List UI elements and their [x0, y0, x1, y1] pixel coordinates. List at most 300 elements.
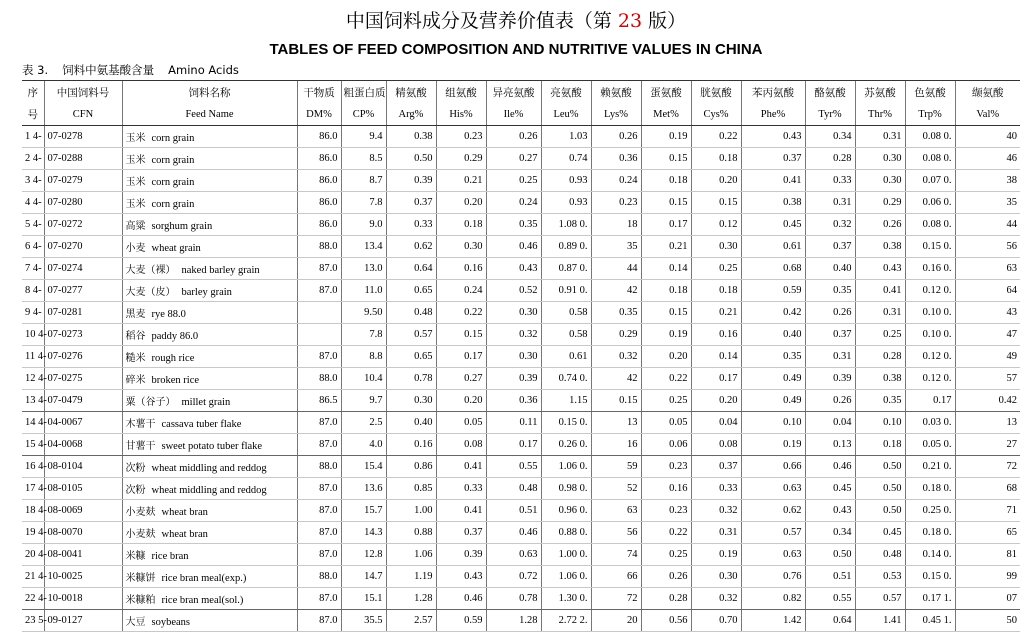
cell-met: 0.21: [641, 236, 691, 258]
cell-lys: 0.23: [591, 192, 641, 214]
column-header-cn: 粗蛋白质: [341, 81, 386, 104]
title-cn-edition: 23: [617, 10, 643, 32]
cell-leu: 0.74 0.: [541, 368, 591, 390]
column-header-en: Leu%: [541, 103, 591, 126]
cell-dm: [297, 324, 341, 346]
cell-c1: 07-0280: [44, 192, 122, 214]
feed-name-en: rice bran: [151, 551, 189, 562]
feed-name-en: corn grain: [151, 155, 195, 166]
cell-c0: 20 4-: [22, 544, 44, 566]
cell-cys: 0.04: [691, 412, 741, 434]
cell-val: 63: [955, 258, 1020, 280]
amino-acid-table: [22, 80, 1020, 632]
feed-name-cn: 大豆: [125, 617, 146, 628]
cell-lys: 18: [591, 214, 641, 236]
table-row: [22, 588, 1020, 610]
cell-arg: 0.62: [386, 236, 436, 258]
column-header-cn: 干物质: [297, 81, 341, 104]
table-row: [22, 192, 1020, 214]
cell-leu: 1.30 0.: [541, 588, 591, 610]
cell-leu: 0.93: [541, 170, 591, 192]
cell-lys: 42: [591, 280, 641, 302]
cell-cp: 9.50: [341, 302, 386, 324]
cell-cys: 0.33: [691, 478, 741, 500]
cell-ile: 0.78: [486, 588, 541, 610]
column-header-cn: 苯丙氨酸: [741, 81, 805, 104]
cell-phe: 0.38: [741, 192, 805, 214]
cell-arg: 0.65: [386, 346, 436, 368]
cell-ile: 0.17: [486, 434, 541, 456]
feed-name-en: cassava tuber flake: [161, 419, 242, 430]
table-row: [22, 302, 1020, 324]
cell-cp: 11.0: [341, 280, 386, 302]
cell-tyr: 0.31: [805, 192, 855, 214]
cell-trp: 0.08 0.: [905, 214, 955, 236]
cell-thr: 1.41: [855, 610, 905, 632]
cell-lys: 72: [591, 588, 641, 610]
cell-phe: 0.63: [741, 544, 805, 566]
cell-dm: 87.0: [297, 346, 341, 368]
feed-name-cell: [122, 346, 297, 368]
feed-name-cell: [122, 412, 297, 434]
cell-leu: 1.06 0.: [541, 566, 591, 588]
cell-trp: 0.06 0.: [905, 192, 955, 214]
feed-name-cn: 高粱: [125, 221, 146, 232]
cell-cp: 8.7: [341, 170, 386, 192]
cell-tyr: 0.13: [805, 434, 855, 456]
cell-met: 0.25: [641, 544, 691, 566]
cell-ile: 0.46: [486, 522, 541, 544]
cell-dm: 86.0: [297, 214, 341, 236]
feed-name-cell: [122, 214, 297, 236]
cell-cys: 0.12: [691, 214, 741, 236]
cell-leu: 0.15 0.: [541, 412, 591, 434]
cell-arg: 0.88: [386, 522, 436, 544]
column-header-cn: 中国饲料号: [44, 81, 122, 104]
cell-leu: 0.61: [541, 346, 591, 368]
cell-val: 47: [955, 324, 1020, 346]
cell-cys: 0.70: [691, 610, 741, 632]
cell-trp: 0.15 0.: [905, 566, 955, 588]
column-header-en: Cys%: [691, 103, 741, 126]
column-header-en: Thr%: [855, 103, 905, 126]
cell-met: 0.18: [641, 280, 691, 302]
feed-name-cell: [122, 456, 297, 478]
header-row-cn: [22, 81, 1020, 104]
cell-tyr: 0.43: [805, 500, 855, 522]
table-row: [22, 478, 1020, 500]
cell-dm: 86.0: [297, 170, 341, 192]
cell-ile: 0.46: [486, 236, 541, 258]
table-row: [22, 126, 1020, 148]
feed-name-cell: [122, 434, 297, 456]
feed-name-cn: 大麦（裸）: [125, 265, 176, 276]
feed-name-cn: 玉米: [125, 133, 146, 144]
cell-lys: 56: [591, 522, 641, 544]
cell-trp: 0.15 0.: [905, 236, 955, 258]
feed-name-en: wheat bran: [161, 507, 208, 518]
cell-c1: 08-0070: [44, 522, 122, 544]
title-cn-prefix: 中国饲料成分及营养价值表（第: [345, 10, 612, 32]
table-row: [22, 236, 1020, 258]
cell-trp: 0.05 0.: [905, 434, 955, 456]
cell-tyr: 0.33: [805, 170, 855, 192]
cell-cp: 2.5: [341, 412, 386, 434]
cell-phe: 0.59: [741, 280, 805, 302]
cell-phe: 0.66: [741, 456, 805, 478]
cell-c1: 07-0278: [44, 126, 122, 148]
cell-dm: 87.0: [297, 610, 341, 632]
cell-ile: 0.27: [486, 148, 541, 170]
column-header-en: Val%: [955, 103, 1020, 126]
cell-dm: 87.0: [297, 280, 341, 302]
cell-c0: 14 4-: [22, 412, 44, 434]
cell-thr: 0.35: [855, 390, 905, 412]
column-header-cn: 饲料名称: [122, 81, 297, 104]
cell-cys: 0.22: [691, 126, 741, 148]
cell-cys: 0.08: [691, 434, 741, 456]
column-header-en: Phe%: [741, 103, 805, 126]
cell-tyr: 0.34: [805, 522, 855, 544]
column-header-cn: 苏氨酸: [855, 81, 905, 104]
cell-cp: 9.7: [341, 390, 386, 412]
cell-cp: 14.3: [341, 522, 386, 544]
feed-name-cn: 小麦麸: [125, 507, 156, 518]
cell-his: 0.20: [436, 390, 486, 412]
cell-lys: 66: [591, 566, 641, 588]
cell-leu: 2.72 2.: [541, 610, 591, 632]
cell-met: 0.20: [641, 346, 691, 368]
cell-cp: 15.4: [341, 456, 386, 478]
cell-cys: 0.20: [691, 390, 741, 412]
feed-name-cell: [122, 544, 297, 566]
cell-trp: 0.14 0.: [905, 544, 955, 566]
column-header-cn: 组氨酸: [436, 81, 486, 104]
cell-trp: 0.10 0.: [905, 302, 955, 324]
column-header-cn: 亮氨酸: [541, 81, 591, 104]
column-header-en: Feed Name: [122, 103, 297, 126]
cell-thr: 0.18: [855, 434, 905, 456]
column-header-cn: 赖氨酸: [591, 81, 641, 104]
title-cn-suffix: 版）: [648, 10, 687, 32]
cell-ile: 0.72: [486, 566, 541, 588]
cell-arg: 1.19: [386, 566, 436, 588]
cell-arg: 0.48: [386, 302, 436, 324]
cell-cp: 8.8: [341, 346, 386, 368]
cell-cp: 4.0: [341, 434, 386, 456]
feed-name-cn: 糙米: [125, 353, 146, 364]
column-header-cn: 精氨酸: [386, 81, 436, 104]
cell-met: 0.06: [641, 434, 691, 456]
table-row: [22, 544, 1020, 566]
cell-thr: 0.43: [855, 258, 905, 280]
cell-thr: 0.30: [855, 148, 905, 170]
feed-name-cn: 粟（谷子）: [125, 397, 176, 408]
cell-cp: 13.4: [341, 236, 386, 258]
cell-val: 27: [955, 434, 1020, 456]
cell-ile: 0.30: [486, 302, 541, 324]
cell-leu: 0.87 0.: [541, 258, 591, 280]
feed-name-cn: 大麦（皮）: [125, 287, 176, 298]
cell-thr: 0.50: [855, 456, 905, 478]
cell-arg: 0.65: [386, 280, 436, 302]
cell-phe: 0.63: [741, 478, 805, 500]
cell-lys: 74: [591, 544, 641, 566]
cell-dm: 86.0: [297, 192, 341, 214]
cell-phe: 0.76: [741, 566, 805, 588]
cell-val: 56: [955, 236, 1020, 258]
cell-trp: 0.17: [905, 390, 955, 412]
column-header-cn: 酪氨酸: [805, 81, 855, 104]
cell-tyr: 0.26: [805, 302, 855, 324]
cell-c0: 23 5-: [22, 610, 44, 632]
cell-lys: 52: [591, 478, 641, 500]
cell-his: 0.46: [436, 588, 486, 610]
feed-name-cell: [122, 236, 297, 258]
column-header-en: His%: [436, 103, 486, 126]
cell-phe: 0.68: [741, 258, 805, 280]
cell-his: 0.39: [436, 544, 486, 566]
cell-his: 0.29: [436, 148, 486, 170]
cell-cp: 10.4: [341, 368, 386, 390]
cell-c0: 13 4-: [22, 390, 44, 412]
cell-val: 65: [955, 522, 1020, 544]
cell-val: 99: [955, 566, 1020, 588]
table-row: [22, 258, 1020, 280]
cell-thr: 0.45: [855, 522, 905, 544]
cell-met: 0.26: [641, 566, 691, 588]
table-row: [22, 522, 1020, 544]
cell-cp: 13.0: [341, 258, 386, 280]
feed-name-cn: 米糠粕: [125, 595, 156, 606]
cell-leu: 0.26 0.: [541, 434, 591, 456]
cell-c1: 04-0067: [44, 412, 122, 434]
cell-cys: 0.30: [691, 566, 741, 588]
table-row: [22, 390, 1020, 412]
cell-cys: 0.30: [691, 236, 741, 258]
cell-met: 0.23: [641, 500, 691, 522]
feed-name-cell: [122, 588, 297, 610]
cell-arg: 0.33: [386, 214, 436, 236]
cell-c0: 1 4-: [22, 126, 44, 148]
cell-c0: 9 4-: [22, 302, 44, 324]
cell-c0: 8 4-: [22, 280, 44, 302]
cell-thr: 0.53: [855, 566, 905, 588]
cell-thr: 0.10: [855, 412, 905, 434]
cell-ile: 0.36: [486, 390, 541, 412]
cell-arg: 0.85: [386, 478, 436, 500]
cell-lys: 63: [591, 500, 641, 522]
cell-val: 13: [955, 412, 1020, 434]
cell-c1: 04-0068: [44, 434, 122, 456]
cell-c1: 10-0018: [44, 588, 122, 610]
cell-his: 0.43: [436, 566, 486, 588]
cell-trp: 0.17 1.: [905, 588, 955, 610]
cell-cys: 0.18: [691, 148, 741, 170]
column-header-cn: 色氨酸: [905, 81, 955, 104]
cell-c0: 19 4-: [22, 522, 44, 544]
cell-cys: 0.32: [691, 500, 741, 522]
cell-his: 0.23: [436, 126, 486, 148]
cell-val: 57: [955, 368, 1020, 390]
cell-c1: 07-0281: [44, 302, 122, 324]
cell-tyr: 0.26: [805, 390, 855, 412]
table-row: [22, 148, 1020, 170]
table-row: [22, 368, 1020, 390]
cell-his: 0.15: [436, 324, 486, 346]
feed-name-en: wheat grain: [151, 243, 201, 254]
cell-leu: 0.93: [541, 192, 591, 214]
feed-name-cn: 次粉: [125, 485, 146, 496]
cell-arg: 0.30: [386, 390, 436, 412]
cell-lys: 59: [591, 456, 641, 478]
cell-arg: 2.57: [386, 610, 436, 632]
cell-lys: 0.24: [591, 170, 641, 192]
cell-lys: 44: [591, 258, 641, 280]
cell-dm: 87.0: [297, 478, 341, 500]
cell-c0: 21 4-: [22, 566, 44, 588]
feed-name-cell: [122, 192, 297, 214]
cell-phe: 0.41: [741, 170, 805, 192]
cell-val: 81: [955, 544, 1020, 566]
feed-name-cell: [122, 324, 297, 346]
cell-c1: 08-0104: [44, 456, 122, 478]
cell-lys: 0.35: [591, 302, 641, 324]
cell-c1: 07-0279: [44, 170, 122, 192]
cell-c0: 2 4-: [22, 148, 44, 170]
cell-c0: 6 4-: [22, 236, 44, 258]
cell-tyr: 0.35: [805, 280, 855, 302]
cell-arg: 0.39: [386, 170, 436, 192]
cell-thr: 0.30: [855, 170, 905, 192]
cell-lys: 20: [591, 610, 641, 632]
cell-c0: 22 4-: [22, 588, 44, 610]
cell-met: 0.15: [641, 192, 691, 214]
cell-met: 0.22: [641, 522, 691, 544]
cell-c1: 07-0276: [44, 346, 122, 368]
cell-c0: 12 4-: [22, 368, 44, 390]
table-row: [22, 566, 1020, 588]
cell-cp: 13.6: [341, 478, 386, 500]
table-row: [22, 280, 1020, 302]
cell-c1: 07-0272: [44, 214, 122, 236]
cell-his: 0.16: [436, 258, 486, 280]
cell-cp: 35.5: [341, 610, 386, 632]
cell-leu: 0.58: [541, 324, 591, 346]
feed-name-cell: [122, 368, 297, 390]
feed-name-en: naked barley grain: [181, 265, 260, 276]
cell-c1: 07-0479: [44, 390, 122, 412]
cell-c1: 07-0274: [44, 258, 122, 280]
cell-arg: 0.40: [386, 412, 436, 434]
feed-name-cn: 米糠: [125, 551, 146, 562]
cell-cys: 0.31: [691, 522, 741, 544]
cell-c0: 18 4-: [22, 500, 44, 522]
cell-trp: 0.45 1.: [905, 610, 955, 632]
cell-tyr: 0.55: [805, 588, 855, 610]
column-header-en: Lys%: [591, 103, 641, 126]
cell-his: 0.22: [436, 302, 486, 324]
feed-name-cell: [122, 280, 297, 302]
cell-phe: 0.43: [741, 126, 805, 148]
cell-lys: 35: [591, 236, 641, 258]
cell-ile: 0.30: [486, 346, 541, 368]
cell-c0: 4 4-: [22, 192, 44, 214]
page-title-cn: [0, 6, 1032, 33]
cell-thr: 0.31: [855, 302, 905, 324]
cell-arg: 0.86: [386, 456, 436, 478]
feed-name-cell: [122, 126, 297, 148]
cell-his: 0.21: [436, 170, 486, 192]
feed-name-en: rice bran meal(sol.): [161, 595, 244, 606]
cell-his: 0.18: [436, 214, 486, 236]
cell-leu: 0.88 0.: [541, 522, 591, 544]
column-header-en: Ile%: [486, 103, 541, 126]
cell-phe: 1.42: [741, 610, 805, 632]
cell-ile: 1.28: [486, 610, 541, 632]
column-header-en: CP%: [341, 103, 386, 126]
cell-cp: 8.5: [341, 148, 386, 170]
cell-his: 0.37: [436, 522, 486, 544]
cell-arg: 1.00: [386, 500, 436, 522]
cell-val: 07: [955, 588, 1020, 610]
feed-name-en: paddy 86.0: [151, 331, 199, 342]
feed-name-en: corn grain: [151, 199, 195, 210]
cell-ile: 0.52: [486, 280, 541, 302]
column-header-en: Met%: [641, 103, 691, 126]
cell-val: 50: [955, 610, 1020, 632]
cell-phe: 0.40: [741, 324, 805, 346]
cell-cys: 0.18: [691, 280, 741, 302]
cell-phe: 0.19: [741, 434, 805, 456]
column-header-en: DM%: [297, 103, 341, 126]
cell-thr: 0.41: [855, 280, 905, 302]
cell-thr: 0.29: [855, 192, 905, 214]
cell-leu: 1.00 0.: [541, 544, 591, 566]
cell-dm: 87.0: [297, 588, 341, 610]
cell-cys: 0.14: [691, 346, 741, 368]
cell-phe: 0.62: [741, 500, 805, 522]
cell-leu: 1.06 0.: [541, 456, 591, 478]
cell-cys: 0.16: [691, 324, 741, 346]
column-header-en: Arg%: [386, 103, 436, 126]
cell-leu: 0.98 0.: [541, 478, 591, 500]
feed-name-cn: 次粉: [125, 463, 146, 474]
cell-c1: 07-0273: [44, 324, 122, 346]
cell-c0: 17 4-: [22, 478, 44, 500]
cell-phe: 0.49: [741, 368, 805, 390]
cell-trp: 0.08 0.: [905, 148, 955, 170]
column-header-en: 号: [22, 103, 44, 126]
cell-his: 0.24: [436, 280, 486, 302]
cell-phe: 0.35: [741, 346, 805, 368]
cell-arg: 0.57: [386, 324, 436, 346]
feed-name-en: sweet potato tuber flake: [161, 441, 263, 452]
table-row: [22, 434, 1020, 456]
table-number: 表 3.: [22, 63, 49, 77]
cell-val: 40: [955, 126, 1020, 148]
cell-tyr: 0.51: [805, 566, 855, 588]
feed-name-en: wheat middling and reddog: [151, 463, 267, 474]
cell-c0: 7 4-: [22, 258, 44, 280]
cell-c1: 07-0275: [44, 368, 122, 390]
column-header-en: Trp%: [905, 103, 955, 126]
cell-thr: 0.57: [855, 588, 905, 610]
feed-name-en: rye 88.0: [151, 309, 186, 320]
cell-phe: 0.10: [741, 412, 805, 434]
cell-his: 0.27: [436, 368, 486, 390]
feed-name-cell: [122, 148, 297, 170]
